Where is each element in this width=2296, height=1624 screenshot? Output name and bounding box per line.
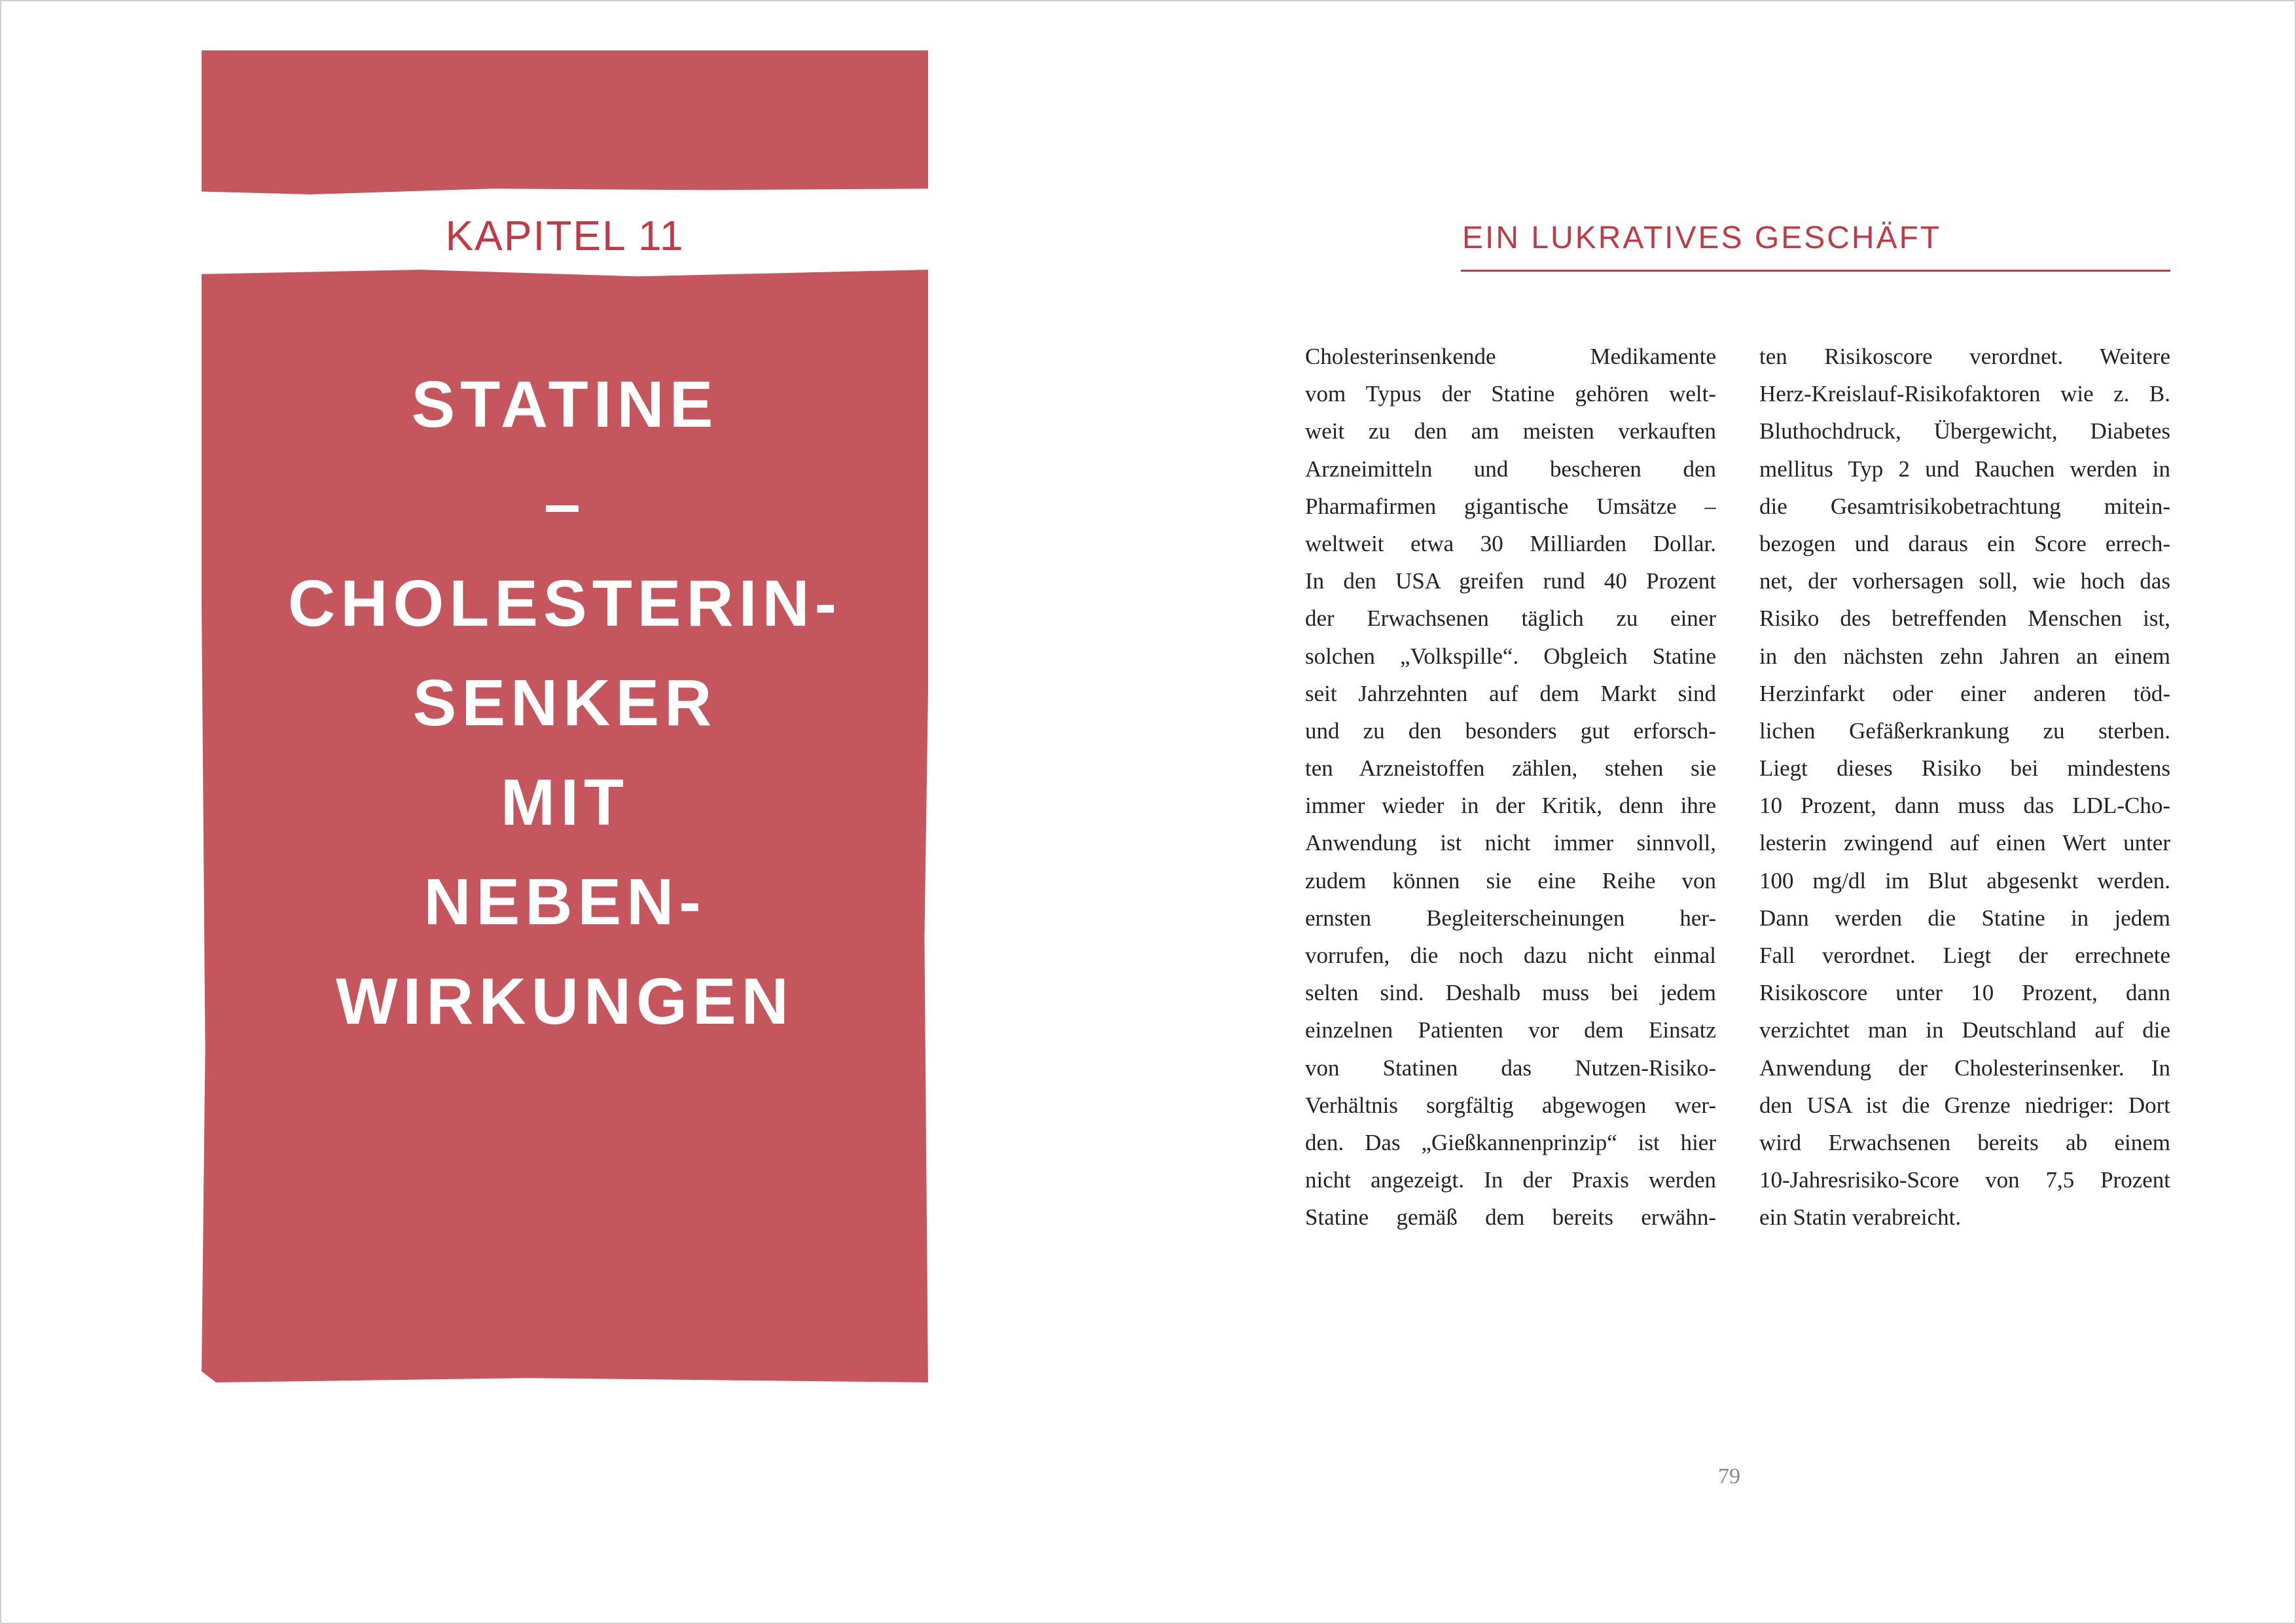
body-text-line: Dann werden die Statine in jedem xyxy=(1759,905,2170,931)
chapter-title-line: NEBEN- xyxy=(423,865,706,939)
body-text-line: ein Statin verabreicht. xyxy=(1759,1204,1962,1231)
body-text-line: seit Jahrzehnten auf dem Markt sind xyxy=(1305,680,1716,706)
body-text-line: vorrufen, die noch dazu nicht einmal xyxy=(1305,943,1716,968)
red-brush-panel-top xyxy=(202,50,928,194)
body-text-line: Arzneimitteln und bescheren den xyxy=(1305,456,1716,482)
body-text-line: 100 mg/dl im Blut abgesenkt werden. xyxy=(1759,867,2170,893)
section-header-rule xyxy=(1461,270,2170,272)
body-text-line: ten Risikoscore verordnet. Weitere xyxy=(1759,344,2170,369)
body-text-line: bezogen und daraus ein Score errech- xyxy=(1759,530,2170,556)
body-text-line: immer wieder in der Kritik, denn ihre xyxy=(1305,793,1716,819)
body-text-line: wird Erwachsenen bereits ab einem xyxy=(1759,1129,2170,1155)
body-text-line: Cholesterinsenkende Medikamente xyxy=(1305,344,1716,369)
body-text-line: Anwendung der Cholesterinsenker. In xyxy=(1759,1055,2170,1081)
body-text-line: Liegt dieses Risiko bei mindestens xyxy=(1759,755,2170,782)
body-text-line: vom Typus der Statine gehören welt- xyxy=(1305,381,1716,407)
body-text-line: lichen Gefäßerkrankung zu sterben. xyxy=(1759,717,2170,744)
body-text-line: nicht angezeigt. In der Praxis werden xyxy=(1305,1167,1716,1193)
body-text-line: den USA ist die Grenze niedriger: Dort xyxy=(1759,1092,2170,1118)
chapter-title-line: MIT xyxy=(500,766,630,839)
body-text-line: verzichtet man in Deutschland auf die xyxy=(1759,1017,2170,1043)
body-text-line: Fall verordnet. Liegt der errechnete xyxy=(1759,943,2170,968)
body-text-line: weit zu den am meisten verkauften xyxy=(1305,418,1716,444)
section-header: EIN LUKRATIVES GESCHÄFT xyxy=(1462,221,1942,255)
body-text-line: mellitus Typ 2 und Rauchen werden in xyxy=(1759,456,2170,482)
body-text-line: und zu den besonders gut erforsch- xyxy=(1305,717,1716,744)
chapter-title-line: WIRKUNGEN xyxy=(336,965,794,1038)
body-text-line: den. Das „Gießkannenprinzip“ ist hier xyxy=(1305,1129,1716,1155)
body-text-line: In den USA greifen rund 40 Prozent xyxy=(1305,568,1716,594)
body-text-line: Herz-Kreislauf-Risikofaktoren wie z. B. xyxy=(1759,381,2170,407)
body-text-line: 10 Prozent, dann muss das LDL-Cho- xyxy=(1759,793,2170,819)
body-text-line: 10-Jahresrisiko-Score von 7,5 Prozent xyxy=(1759,1167,2170,1193)
chapter-title-line: SENKER xyxy=(412,666,717,740)
page-number: 79 xyxy=(1718,1464,1740,1489)
body-text-column-right xyxy=(1759,338,2170,1236)
body-text-line: Statine gemäß dem bereits erwähn- xyxy=(1305,1204,1716,1231)
body-text-line: Pharmafirmen gigantische Umsätze – xyxy=(1305,493,1716,519)
body-text-line: selten sind. Deshalb muss bei jedem xyxy=(1305,980,1716,1006)
body-text-line: der Erwachsenen täglich zu einer xyxy=(1305,605,1716,632)
body-text-line: Anwendung ist nicht immer sinnvoll, xyxy=(1305,830,1716,856)
body-text-line: lesterin zwingend auf einen Wert unter xyxy=(1759,830,2170,856)
body-text-line: einzelnen Patienten vor dem Einsatz xyxy=(1305,1017,1716,1043)
body-text-line: ten Arzneistoffen zählen, stehen sie xyxy=(1305,755,1716,782)
chapter-title xyxy=(202,355,928,1051)
body-text-line: ernsten Begleiterscheinungen her- xyxy=(1305,905,1716,931)
chapter-label: KAPITEL 11 xyxy=(445,212,685,259)
body-text-line: die Gesamtrisikobetrachtung mitein- xyxy=(1759,493,2170,519)
chapter-title-line: CHOLESTERIN- xyxy=(288,567,842,640)
body-text-line: Bluthochdruck, Übergewicht, Diabetes xyxy=(1759,418,2170,444)
chapter-title-line: STATINE xyxy=(411,368,719,441)
body-text-line: net, der vorhersagen soll, wie hoch das xyxy=(1759,568,2170,594)
chapter-title-line: – xyxy=(544,467,586,541)
body-text-line: Risiko des betreffenden Menschen ist, xyxy=(1759,605,2170,632)
body-text-line: solchen „Volkspille“. Obgleich Statine xyxy=(1305,643,1716,669)
body-text-line: zudem können sie eine Reihe von xyxy=(1305,867,1716,893)
body-text-line: Herzinfarkt oder einer anderen töd- xyxy=(1759,680,2170,706)
body-text-line: in den nächsten zehn Jahren an einem xyxy=(1759,643,2170,669)
body-text-line: Verhältnis sorgfältig abgewogen wer- xyxy=(1305,1092,1716,1118)
body-text-line: Risikoscore unter 10 Prozent, dann xyxy=(1759,980,2170,1006)
body-text-line: von Statinen das Nutzen-Risiko- xyxy=(1305,1055,1716,1081)
body-text-column-left xyxy=(1305,338,1716,1236)
body-text-line: weltweit etwa 30 Milliarden Dollar. xyxy=(1305,530,1716,556)
